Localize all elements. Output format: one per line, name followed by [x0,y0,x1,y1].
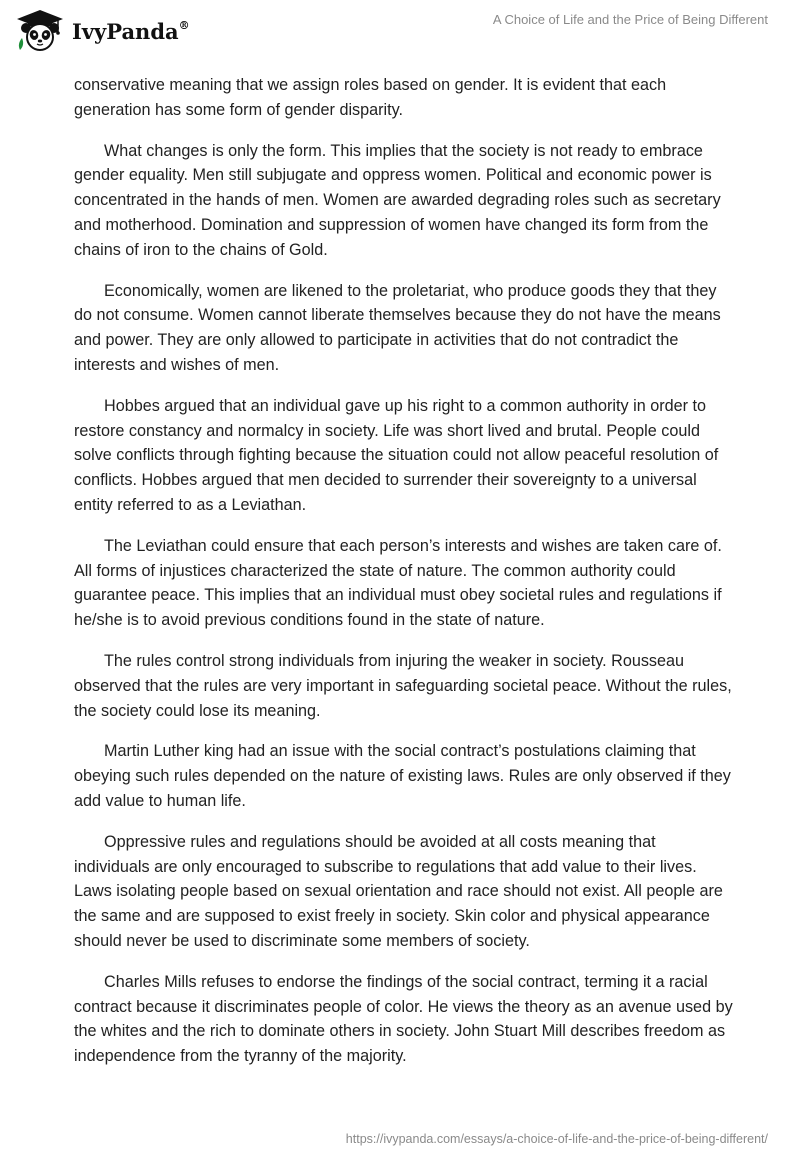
panda-graduation-cap-icon [14,8,66,52]
paragraph-6: The rules control strong individuals from injuring the weaker in society. Rousseau observed that the rules are very important in safeguarding societal peace. Without the rules, the society could lose its meaning. [74,651,732,720]
paragraph-5: The Leviathan could ensure that each person’s interests and wishes are taken care of. All forms of injustices characterized the state of nature. The common authority could guarantee peace. This implies that an individual must obey societal rules and regulations if he/she is to avoid previous conditions found in the state of nature. [74,536,722,630]
essay-body [74,73,734,1085]
page-header [0,0,800,66]
brand-name [72,19,190,44]
paragraph-8: Oppressive rules and regulations should be avoided at all costs meaning that individuals are only encouraged to subscribe to regulations that add value to their lives. Laws isolating people based on sexual orientation and race should not exist. All people are the same and are supposed to exist freely in society. Skin color and physical appearance should never be used to discriminate some members of society. [74,832,723,950]
brand-name-text: IvyPanda [72,18,179,44]
brand-logo[interactable] [14,8,190,52]
paragraph-9: Charles Mills refuses to endorse the findings of the social contract, terming it a racial contract because it discriminates people of color. He views the theory as an avenue used by the whites and the rich to dominate others in society. John Stuart Mill describes freedom as independence from the tyranny of the majority. [74,972,733,1066]
registered-mark: ® [178,18,190,32]
paragraph-4: Hobbes argued that an individual gave up his right to a common authority in order to restore constancy and normalcy in society. Life was short lived and brutal. People could solve conflicts through fighting because the situation could not allow peaceful resolution of conflicts. Hobbes argued that men decided to surrender their sovereignty to a universal entity referred to as a Leviathan. [74,396,719,514]
source-url-link[interactable]: https://ivypanda.com/essays/a-choice-of-life-and-the-price-of-being-different/ [345,1132,768,1146]
paragraph-1: conservative meaning that we assign roles based on gender. It is evident that each generation has some form of gender disparity. [74,76,667,119]
document-title: A Choice of Life and the Price of Being Different [492,12,768,27]
paragraph-7: Martin Luther king had an issue with the social contract’s postulations claiming that obeying such rules depended on the nature of existing laws. Rules are only observed if they add value to human life. [74,742,731,810]
paragraph-2: What changes is only the form. This implies that the society is not ready to embrace gender equality. Men still subjugate and oppress women. Political and economic power is concentrated in the hands of men. Women are awarded degrading roles such as secretary and motherhood. Domination and suppression of women have changed its form from the chains of iron to the chains of Gold. [74,141,721,259]
paragraph-3: Economically, women are likened to the proletariat, who produce goods they that they do not consume. Women cannot liberate themselves because they do not have the means and power. They are only allowed to participate in activities that do not contradict the interests and wishes of men. [74,281,721,374]
